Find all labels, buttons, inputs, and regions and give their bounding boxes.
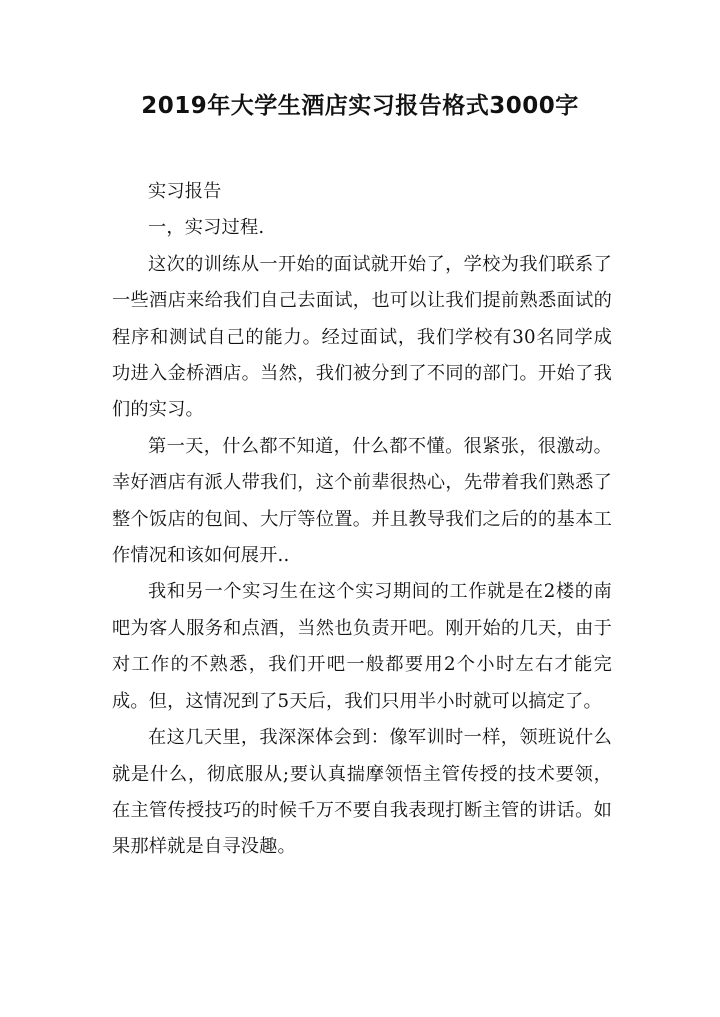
document-body [112,174,612,866]
paragraph-reflection: 在这几天里，我深深体会到：像军训时一样，领班说什么就是什么，彻底服从;要认真揣摩领悟主管传授的技术要领，在主管传授技巧的时候千万不要自我表现打断主管的讲话。如果那样就是自寻没趣。 [112,727,612,858]
section-heading-process: 一，实习过程. [148,217,265,239]
section-heading-report: 实习报告 [148,181,222,202]
paragraph-bar-work: 我和另一个实习生在这个实习期间的工作就是在2楼的南吧为客人服务和点酒，当然也负责开吧。刚开始的几天，由于对工作的不熟悉，我们开吧一般都要用2个小时左右才能完成。但，这情况到了5天后，我们只用半小时就可以搞定了。 [112,581,612,712]
document-title: 2019年大学生酒店实习报告格式3000字 [141,93,579,119]
paragraph-first-day: 第一天，什么都不知道，什么都不懂。很紧张，很激动。幸好酒店有派人带我们，这个前辈很热心，先带着我们熟悉了整个饭店的包间、大厅等位置。并且教导我们之后的的基本工作情况和该如何展开.. [112,435,612,567]
paragraph-interview: 这次的训练从一开始的面试就开始了，学校为我们联系了一些酒店来给我们自己去面试，也可以让我们提前熟悉面试的程序和测试自己的能力。经过面试，我们学校有30名同学成功进入金桥酒店。当然，我们被分到了不同的部门。开始了我们的实习。 [112,253,612,421]
